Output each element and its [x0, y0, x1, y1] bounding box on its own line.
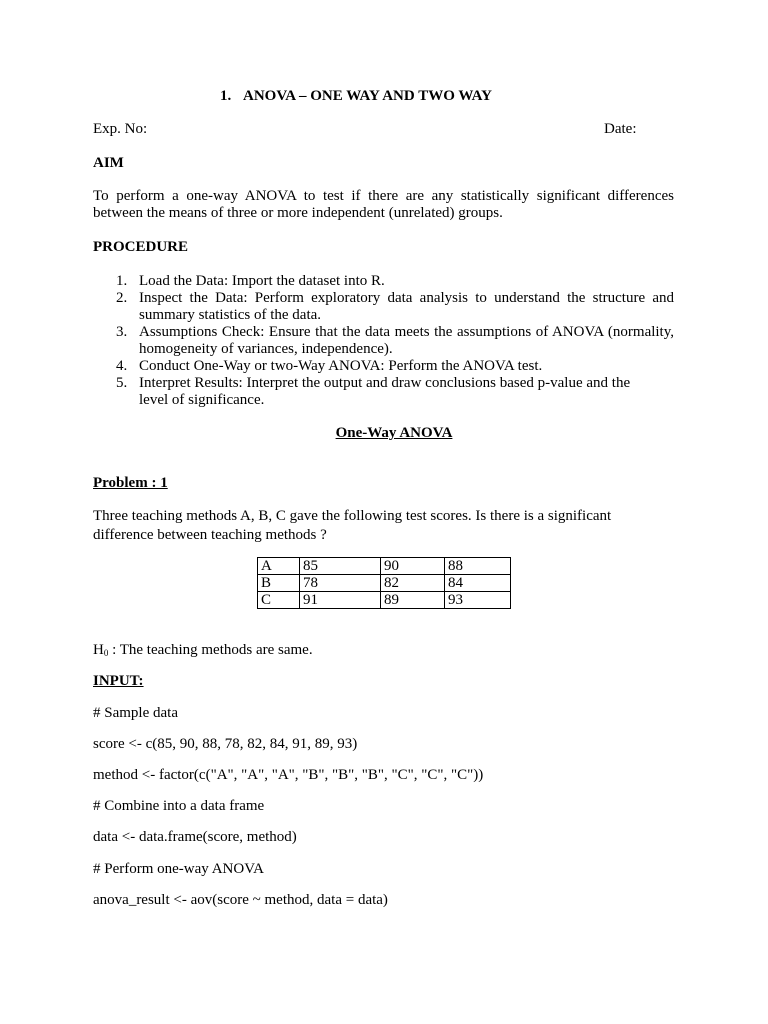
- scores-table: [257, 557, 511, 609]
- procedure-item-number: 5.: [116, 375, 128, 391]
- procedure-item-text: Load the Data: Import the dataset into R.: [139, 273, 385, 289]
- date-label: Date:: [604, 121, 637, 137]
- procedure-item: [93, 358, 674, 375]
- problem-text-line: Three teaching methods A, B, C gave the following test scores. Is there is a significant: [93, 508, 612, 524]
- table-cell: 78: [300, 575, 381, 592]
- table-cell: C: [258, 592, 300, 609]
- procedure-item-number: 1.: [116, 273, 128, 289]
- hypothesis-symbol: H: [93, 642, 104, 658]
- procedure-heading: PROCEDURE: [93, 239, 189, 255]
- title-text: ANOVA – ONE WAY AND TWO WAY: [243, 88, 492, 104]
- table-cell: 84: [445, 575, 511, 592]
- procedure-item: [93, 290, 674, 324]
- problem-text-line: difference between teaching methods ?: [93, 527, 327, 543]
- aim-text: To perform a one-way ANOVA to test if there are any statistically significant differences between the means of three or more independent (unrelated) groups.: [93, 188, 674, 221]
- procedure-item-number: 4.: [116, 358, 128, 374]
- table-cell: 88: [445, 558, 511, 575]
- procedure-item: [93, 273, 674, 290]
- table-cell: B: [258, 575, 300, 592]
- code-line: score <- c(85, 90, 88, 78, 82, 84, 91, 89, 93): [93, 736, 358, 752]
- document-title: [220, 88, 492, 105]
- hypothesis-subscript: 0: [103, 648, 109, 658]
- problem-heading: Problem : 1: [93, 475, 168, 491]
- procedure-item: [93, 324, 674, 358]
- table-row: [258, 592, 511, 609]
- hypothesis-text: : The teaching methods are same.: [108, 642, 313, 658]
- problem-text: [93, 507, 611, 545]
- code-line: # Sample data: [93, 705, 178, 721]
- hypothesis: [93, 642, 313, 662]
- exp-no-label: Exp. No:: [93, 121, 148, 137]
- procedure-item: [93, 375, 674, 409]
- procedure-item-number: 2.: [116, 290, 128, 306]
- table-cell: 93: [445, 592, 511, 609]
- table-cell: 90: [381, 558, 445, 575]
- table-cell: 85: [300, 558, 381, 575]
- table-cell: 89: [381, 592, 445, 609]
- aim-heading: AIM: [93, 155, 124, 171]
- code-line: data <- data.frame(score, method): [93, 829, 297, 845]
- section-title: One-Way ANOVA: [335, 425, 453, 441]
- procedure-item-number: 3.: [116, 324, 128, 340]
- code-line: # Combine into a data frame: [93, 798, 265, 814]
- code-line: # Perform one-way ANOVA: [93, 861, 264, 877]
- procedure-item-text: Assumptions Check: Ensure that the data meets the assumptions of ANOVA (normality, homogeneity of variances, independence).: [139, 324, 674, 357]
- code-line: anova_result <- aov(score ~ method, data = data): [93, 892, 388, 908]
- procedure-list: [93, 273, 674, 409]
- table-cell: A: [258, 558, 300, 575]
- procedure-item-text: Interpret Results: Interpret the output and draw conclusions based p-value and the level of significance.: [139, 375, 631, 408]
- table-cell: 82: [381, 575, 445, 592]
- procedure-item-text: Inspect the Data: Perform exploratory data analysis to understand the structure and summary statistics of the data.: [139, 290, 674, 323]
- input-heading: INPUT:: [93, 673, 144, 689]
- procedure-item-text: Conduct One-Way or two-Way ANOVA: Perform the ANOVA test.: [139, 358, 543, 374]
- title-number: 1.: [220, 88, 232, 104]
- table-cell: 91: [300, 592, 381, 609]
- table-row: [258, 558, 511, 575]
- table-row: [258, 575, 511, 592]
- code-line: method <- factor(c("A", "A", "A", "B", "B", "B", "C", "C", "C")): [93, 767, 484, 783]
